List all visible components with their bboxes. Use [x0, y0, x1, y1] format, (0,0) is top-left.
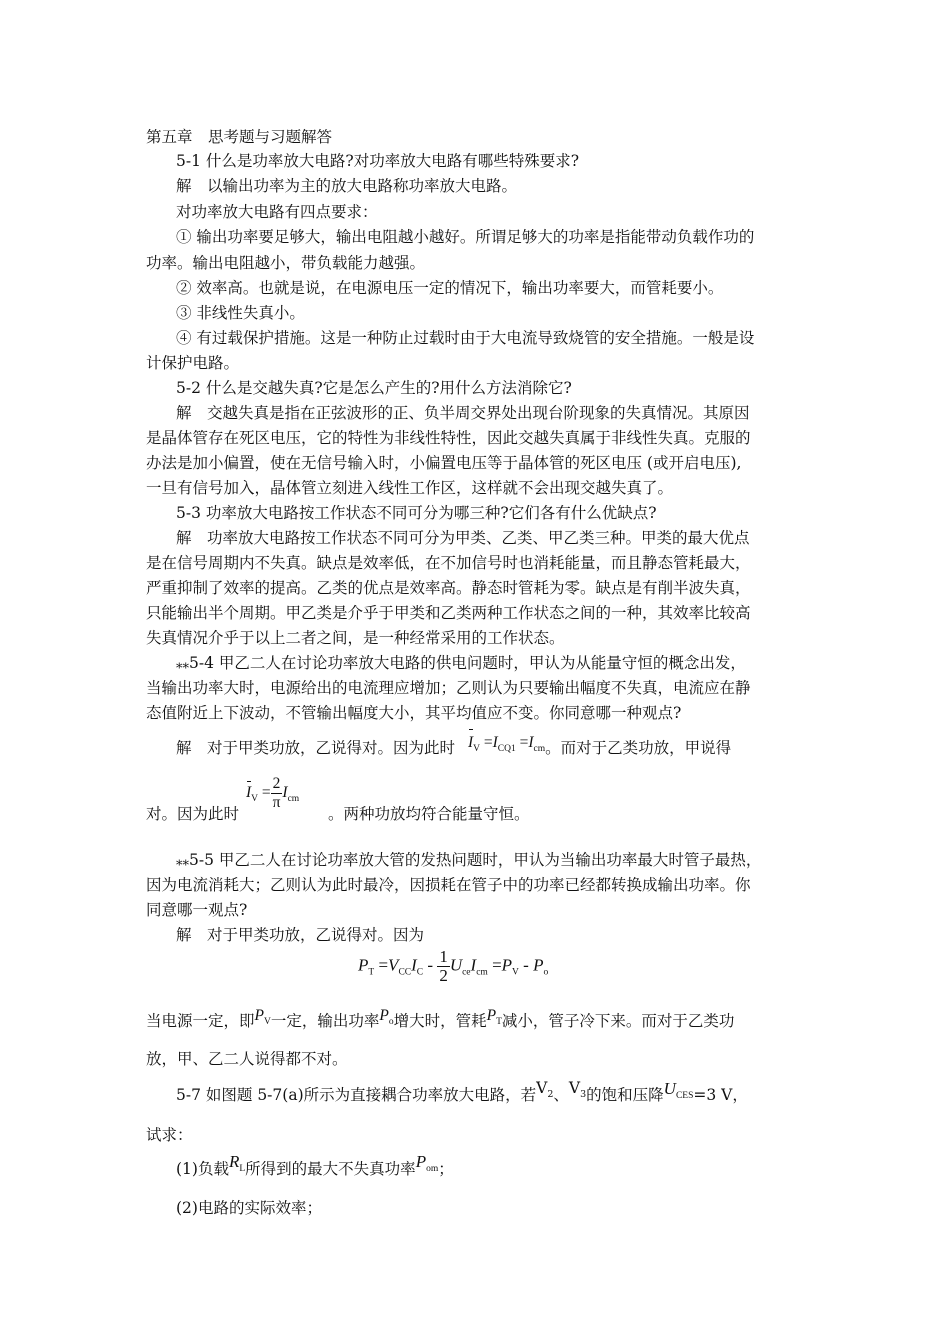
symbol-i: I: [470, 955, 477, 975]
answer-5-5-text-d: 减小，管子冷下来。而对于乙类功: [501, 1012, 735, 1030]
item1-text-a: (1)负载: [176, 1160, 229, 1178]
requirement-2: ② 效率高。也就是说，在电源电压一定的情况下，输出功率要大，而管耗要小。: [176, 279, 724, 297]
question-5-5-line2: 因为电流消耗大；乙则认为此时最冷，因损耗在管子中的功率已经都转换成输出功率。你: [146, 876, 751, 894]
equals-sign: =: [519, 734, 529, 751]
question-5-4-line3: 态值附近上下波动，不管输出幅度大小，其平均值应不变。你同意哪一种观点?: [146, 704, 682, 722]
subscript-v: V: [263, 1017, 271, 1027]
symbol-p: P: [486, 1007, 497, 1024]
formula-po: [379, 1007, 394, 1027]
symbol-p: P: [358, 955, 369, 975]
subscript-cq1: CQ1: [497, 744, 516, 754]
answer-5-5-line2: [146, 1007, 735, 1039]
symbol-v: V: [388, 955, 399, 975]
minus-sign: -: [523, 955, 529, 975]
answer-5-2-line2: 是晶体管存在死区电压，它的特性为非线性特性，因此交越失真属于非线性失真。克服的: [146, 429, 751, 447]
answer-5-2-line4: 一旦有信号加入，晶体管立刻进入线性工作区，这样就不会出现交越失真了。: [146, 479, 674, 497]
question-5-4-line1: [176, 652, 746, 676]
fraction-numerator: 1: [439, 947, 448, 966]
difficulty-stars: ⁎⁎: [176, 854, 189, 869]
symbol-p: P: [533, 955, 544, 975]
difficulty-stars: ⁎⁎: [176, 657, 189, 672]
subscript-o: o: [388, 1017, 394, 1027]
question-5-4-text: 5-4 甲乙二人在讨论功率放大电路的供电问题时，甲认为从能量守恒的概念出发，: [189, 654, 746, 672]
symbol-p: P: [254, 1007, 264, 1024]
symbol-u: U: [663, 1079, 676, 1098]
equals-sign: =: [378, 955, 389, 975]
formula-pt: [358, 948, 548, 985]
symbol-rl: [228, 1152, 246, 1174]
subscript-ce: ce: [462, 967, 471, 978]
symbol-i: I: [492, 734, 498, 751]
answer-5-1: 解 以输出功率为主的放大电路称功率放大电路。: [176, 177, 518, 195]
question-5-7-text-b: 的饱和压降: [586, 1086, 664, 1104]
question-5-5-text: 5-5 甲乙二人在讨论功率放大管的发热问题时，甲认为当输出功率最大时管子最热，: [189, 851, 762, 869]
answer-5-5-line3: 放，甲、乙二人说得都不对。: [146, 1050, 348, 1068]
symbol-v: V: [536, 1079, 548, 1097]
answer-5-4-text-b: 。而对于乙类功放，甲说得: [545, 739, 732, 757]
subscript-om: om: [426, 1164, 439, 1174]
question-5-7: [176, 1079, 748, 1113]
subscript-cm: cm: [476, 967, 488, 978]
question-5-3: 5-3 功率放大电路按工作状态不同可分为哪三种?它们各有什么优缺点?: [176, 504, 657, 522]
answer-5-4-line2-prefix: 对。因为此时: [146, 805, 240, 823]
question-5-5-line3: 同意哪一观点?: [146, 901, 248, 919]
subscript-v: V: [251, 794, 259, 805]
requirements-intro: 对功率放大电路有四点要求：: [176, 203, 378, 221]
subscript-c: C: [416, 967, 424, 978]
subscript-cc: CC: [398, 967, 412, 978]
subscript-o: o: [543, 967, 549, 978]
symbol-v2: [536, 1079, 554, 1100]
separator: 、: [553, 1086, 569, 1104]
symbol-i-bar: I: [246, 784, 252, 802]
equals-sign: =: [261, 784, 271, 802]
symbol-v: V: [568, 1079, 581, 1097]
fraction-denominator: π: [272, 794, 281, 811]
fraction-numerator: 2: [272, 775, 281, 792]
minus-sign: -: [427, 955, 434, 975]
subscript-2: 2: [547, 1089, 554, 1100]
answer-5-4-line2-suffix: 。两种功放均符合能量守恒。: [328, 805, 530, 823]
answer-5-5-text-c: 增大时，管耗: [393, 1012, 487, 1030]
fraction-2-over-pi: [271, 775, 283, 812]
symbol-u: U: [449, 955, 463, 975]
question-5-7-text-c: =3 V，: [693, 1086, 748, 1104]
symbol-i: I: [528, 734, 534, 751]
requirement-1a: ① 输出功率要足够大，输出电阻越小越好。所谓足够大的功率是指能带动负载作功的: [176, 228, 755, 246]
formula-pv: [254, 1007, 271, 1027]
question-5-7-ask: 试求：: [146, 1126, 193, 1144]
item1-text-c: ；: [438, 1160, 454, 1178]
question-5-7-item2: (2)电路的实际效率；: [176, 1199, 322, 1217]
symbol-i-bar: I: [468, 732, 473, 754]
subscript-t: T: [496, 1017, 502, 1027]
answer-5-3-line5: 失真情况介乎于以上二者之间，是一种经常采用的工作状态。: [146, 629, 565, 647]
equals-sign: =: [492, 955, 502, 975]
question-5-7-text-a: 5-7 如图题 5-7(a)所示为直接耦合功率放大电路，若: [176, 1086, 537, 1104]
subscript-cm: cm: [287, 794, 300, 805]
subscript-t: T: [368, 967, 375, 978]
question-5-7-item1: [176, 1152, 454, 1187]
requirement-4b: 计保护电路。: [146, 354, 240, 372]
answer-5-3-line1: 解 功率放大电路按工作状态不同可分为甲类、乙类、甲乙类三种。甲类的最大优点: [176, 529, 750, 547]
item1-text-b: 所得到的最大不失真功率: [245, 1160, 416, 1178]
requirement-3: ③ 非线性失真小。: [176, 304, 305, 322]
answer-5-3-line4: 只能输出半个周期。甲乙类是介乎于甲类和乙类两种工作状态之间的一种，其效率比较高: [146, 604, 751, 622]
formula-pt-inline: [486, 1007, 502, 1027]
formula-iv-eq-2-over-pi-icm: [246, 775, 299, 812]
symbol-r: R: [228, 1152, 240, 1171]
equals-sign: =: [483, 734, 493, 751]
requirement-4a: ④ 有过载保护措施。这是一种防止过载时由于大电流导致烧管的安全措施。一般是设: [176, 329, 755, 347]
subscript-cm: cm: [533, 744, 546, 754]
subscript-v: V: [473, 744, 480, 754]
symbol-pom: [415, 1152, 439, 1174]
answer-5-5-text-a: 当电源一定，即: [146, 1012, 255, 1030]
answer-5-3-line2: 是在信号周期内不失真。缺点是效率低，在不加信号时也消耗能量，而且静态管耗最大，: [146, 554, 751, 572]
answer-5-2-line1: 解 交越失真是指在正弦波形的正、负半周交界处出现台阶现象的失真情况。其原因: [176, 404, 750, 422]
question-5-4-line2: 当输出功率大时，电源给出的电流理应增加；乙则认为只要输出幅度不失真，电流应在静: [146, 679, 751, 697]
answer-5-4-text-a: 解 对于甲类功放，乙说得对。因为此时: [176, 739, 456, 757]
fraction-denominator: 2: [439, 966, 448, 985]
question-5-2: 5-2 什么是交越失真?它是怎么产生的?用什么方法消除它?: [176, 379, 572, 397]
subscript-l: L: [239, 1164, 246, 1174]
subscript-3: 3: [580, 1089, 587, 1100]
symbol-p: P: [379, 1007, 389, 1024]
subscript-v: V: [512, 967, 519, 978]
answer-5-5-line1: 解 对于甲类功放，乙说得对。因为: [176, 926, 425, 944]
answer-5-4-line1: [176, 734, 732, 766]
question-5-5-line1: [176, 849, 761, 873]
symbol-i: I: [411, 955, 417, 975]
question-5-1: 5-1 什么是功率放大电路?对功率放大电路有哪些特殊要求?: [176, 152, 580, 170]
formula-iv-eq-icq1-eq-icm: [467, 734, 546, 754]
answer-5-5-text-b: 一定，输出功率: [270, 1012, 380, 1030]
symbol-uces: [663, 1079, 694, 1101]
symbol-p: P: [415, 1152, 427, 1171]
chapter-title: 第五章 思考题与习题解答: [146, 128, 333, 146]
subscript-ces: CES: [675, 1091, 694, 1101]
symbol-i: I: [282, 784, 288, 802]
answer-5-3-line3: 严重抑制了效率的提高。乙类的优点是效率高。静态时管耗为零。缺点是有削半波失真，: [146, 579, 751, 597]
requirement-1b: 功率。输出电阻越小，带负载能力越强。: [146, 254, 426, 272]
fraction-1-over-2: [437, 948, 450, 985]
answer-5-2-line3: 办法是加小偏置，使在无信号输入时，小偏置电压等于晶体管的死区电压 (或开启电压),: [146, 454, 742, 472]
symbol-v3: [568, 1079, 587, 1100]
symbol-p: P: [501, 955, 513, 975]
